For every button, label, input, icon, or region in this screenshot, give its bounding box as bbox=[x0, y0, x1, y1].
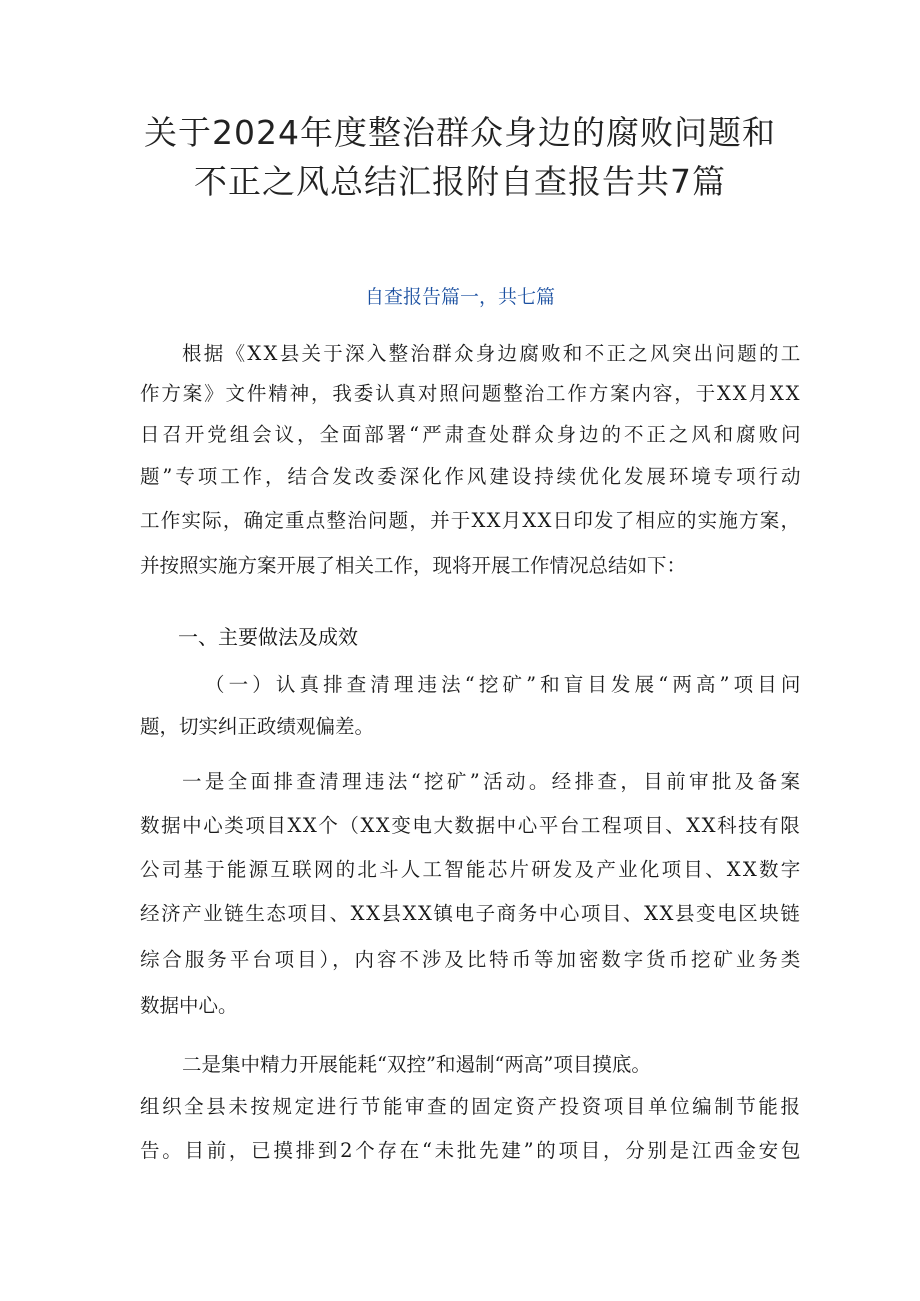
para1-line-2: 作方案》文件精神，我委认真对照问题整治工作方案内容，于XX月XX bbox=[140, 382, 802, 405]
para1-line-1: 根据《XX县关于深入整治群众身边腐败和不正之风突出问题的工 bbox=[182, 342, 803, 365]
section-heading: 一、主要做法及成效 bbox=[178, 625, 358, 649]
para1-line-3: 日召开党组会议，全面部署“严肃查处群众身边的不正之风和腐败问 bbox=[140, 423, 804, 446]
para1-line-4: 题”专项工作，结合发改委深化作风建设持续优化发展环境专项行动 bbox=[140, 465, 804, 488]
sub1-line-1: （一）认真排查清理违法“挖矿”和盲目发展“两高”项目问 bbox=[205, 673, 805, 696]
para3-line-2: 组织全县未按规定进行节能审查的固定资产投资项目单位编制节能报 bbox=[140, 1095, 803, 1118]
para3-line-1: 二是集中精力开展能耗“双控”和遏制“两高”项目摸底。 bbox=[182, 1053, 651, 1076]
document-title-line-1: 关于2024年度整治群众身边的腐败问题和 bbox=[144, 113, 776, 152]
para1-line-5: 工作实际，确定重点整治问题，并于XX月XX日印发了相应的实施方案， bbox=[140, 509, 802, 532]
para2-line-4: 经济产业链生态项目、XX县XX镇电子商务中心项目、XX县变电区块链 bbox=[140, 902, 802, 925]
section-subtitle: 自查报告篇一，共七篇 bbox=[364, 286, 555, 308]
sub1-line-2: 题，切实纠正政绩观偏差。 bbox=[140, 715, 375, 738]
para1-line-6: 并按照实施方案开展了相关工作，现将开展工作情况总结如下： bbox=[140, 554, 687, 577]
para2-line-5: 综合服务平台项目），内容不涉及比特币等加密数字货币挖矿业务类 bbox=[140, 948, 804, 971]
para2-line-1: 一是全面排查清理违法“挖矿”活动。经排查，目前审批及备案 bbox=[182, 770, 804, 793]
document-title-line-2: 不正之风总结汇报附自查报告共7篇 bbox=[194, 162, 726, 201]
para2-line-6: 数据中心。 bbox=[140, 994, 238, 1017]
para2-line-3: 公司基于能源互联网的北斗人工智能芯片研发及产业化项目、XX数字 bbox=[140, 858, 803, 881]
para3-line-3: 告。目前，已摸排到2个存在“未批先建”的项目，分别是江西金安包 bbox=[140, 1139, 804, 1162]
para2-line-2: 数据中心类项目XX个（XX变电大数据中心平台工程项目、XX科技有限 bbox=[140, 814, 802, 837]
